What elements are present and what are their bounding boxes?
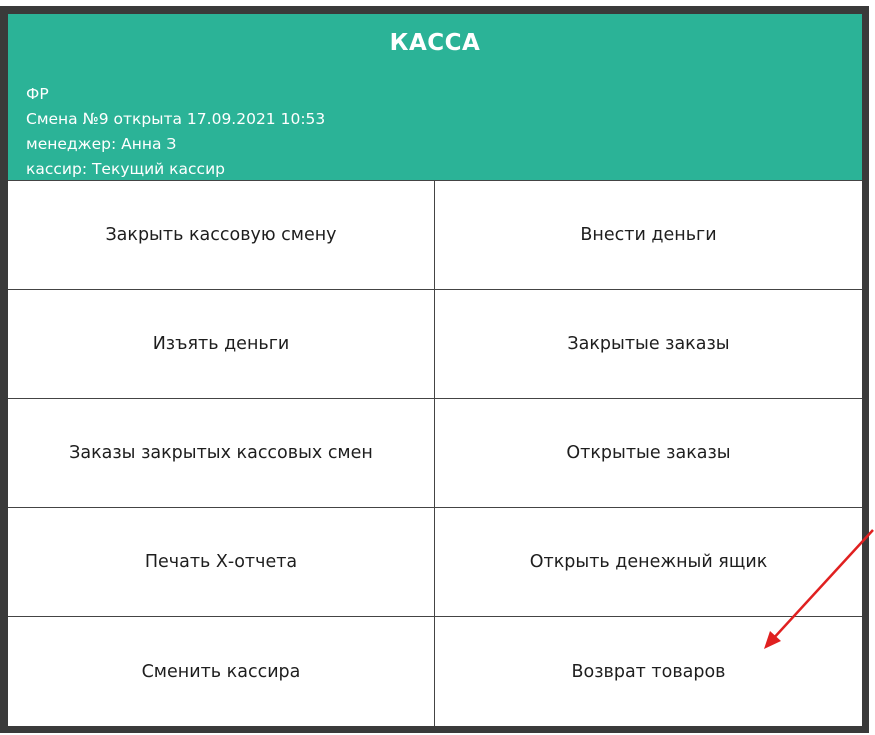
cash-register-panel: [8, 14, 862, 725]
open-orders-button[interactable]: Открытые заказы: [435, 399, 862, 508]
fiscal-registrar-label: ФР: [26, 85, 49, 103]
closed-shift-orders-button[interactable]: Заказы закрытых кассовых смен: [8, 399, 435, 508]
page-title: КАССА: [389, 30, 481, 56]
manager-name: менеджер: Анна З: [26, 135, 177, 153]
header: [8, 14, 862, 180]
return-goods-button[interactable]: Возврат товаров: [435, 617, 862, 726]
change-cashier-button[interactable]: Сменить кассира: [8, 617, 435, 726]
closed-orders-button[interactable]: Закрытые заказы: [435, 290, 862, 399]
open-cash-drawer-button[interactable]: Открыть денежный ящик: [435, 508, 862, 617]
shift-info: [26, 82, 325, 182]
withdraw-money-button[interactable]: Изъять деньги: [8, 290, 435, 399]
actions-grid: [8, 180, 862, 725]
close-shift-button[interactable]: Закрыть кассовую смену: [8, 181, 435, 290]
print-x-report-button[interactable]: Печать Х-отчета: [8, 508, 435, 617]
deposit-money-button[interactable]: Внести деньги: [435, 181, 862, 290]
cashier-name: кассир: Текущий кассир: [26, 160, 225, 178]
window-frame: [0, 6, 869, 733]
shift-status: Смена №9 открыта 17.09.2021 10:53: [26, 110, 326, 128]
